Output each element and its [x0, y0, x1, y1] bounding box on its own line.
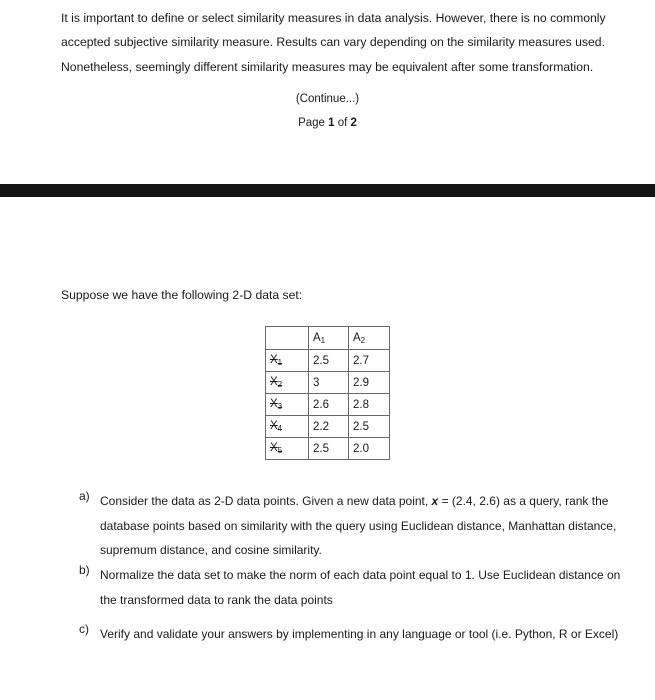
question-label: b) — [79, 563, 90, 577]
page-prefix: Page — [298, 117, 329, 129]
table-row — [266, 438, 390, 460]
row-label: $X_3$ — [266, 394, 309, 416]
cell-a2: 2.8 — [349, 394, 390, 416]
data-table — [265, 326, 390, 460]
cell-a1: 2.2 — [309, 416, 349, 438]
header-a2: $A_2$ — [349, 327, 390, 350]
cell-a1: 2.6 — [309, 394, 349, 416]
query-variable: x — [431, 494, 439, 508]
page-of: of — [334, 117, 351, 129]
continue-label: (Continue...) — [295, 93, 360, 105]
cell-a1: 2.5 — [309, 438, 349, 460]
cell-a2: 2.0 — [349, 438, 390, 460]
page-divider-bar — [0, 184, 655, 197]
table-corner-cell — [266, 327, 309, 350]
table-row — [266, 416, 390, 438]
question-a — [79, 489, 629, 563]
table-header-row — [266, 327, 390, 350]
intro-paragraph: It is important to define or select similarity measures in data analysis. However, there is no commonly accepted subjective similarity measure. Results can vary depending on the similarity measures used. Nonetheless, seemingly different similarity measures may be equivalent after some transformation. — [61, 11, 606, 74]
cell-a1: 2.5 — [309, 350, 349, 372]
question-b — [79, 563, 629, 612]
row-label: $X_2$ — [266, 372, 309, 394]
cell-a2: 2.5 — [349, 416, 390, 438]
page-indicator — [0, 117, 655, 129]
question-text: Normalize the data set to make the norm of each data point equal to 1. Use Euclidean distance on the transformed data to rank the data points — [100, 568, 621, 607]
cell-a1: 3 — [309, 372, 349, 394]
row-label: $X_5$ — [266, 438, 309, 460]
question-text: Verify and validate your answers by implementing in any language or tool (i.e. Python, R or Excel) — [100, 627, 619, 641]
row-label: $X_1$ — [266, 350, 309, 372]
table-row — [266, 372, 390, 394]
cell-a2: 2.7 — [349, 350, 390, 372]
cell-a2: 2.9 — [349, 372, 390, 394]
question-c — [79, 622, 639, 647]
header-a1: $A_1$ — [309, 327, 349, 350]
page-current: 1 — [328, 117, 335, 129]
table-row — [266, 350, 390, 372]
table-row — [266, 394, 390, 416]
dataset-intro: Suppose we have the following 2-D data set: — [61, 288, 303, 302]
question-label: c) — [79, 622, 89, 636]
question-label: a) — [79, 489, 90, 503]
page-total: 2 — [350, 117, 357, 129]
row-label: $X_4$ — [266, 416, 309, 438]
question-text: Consider the data as 2-D data points. Given a new data point, x = (2.4, 2.6) as a query, rank the database points based on similarity with the query using Euclidean distance, Manhattan distance, supremum distance, and cosine similarity. — [100, 494, 617, 557]
